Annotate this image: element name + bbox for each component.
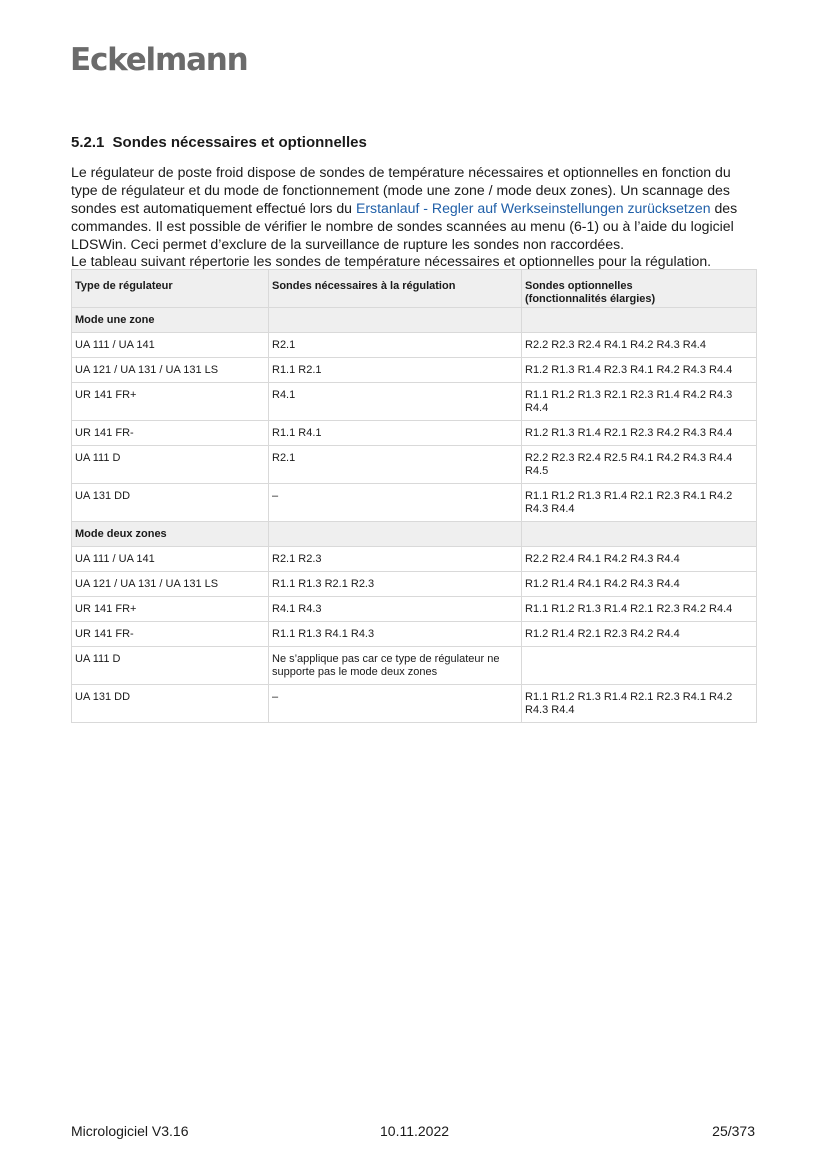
section-row-two-zones	[72, 522, 757, 547]
intro-text-after: des commandes. Il est possible de vérifier le nombre de sondes scannées au menu (6-1) ou à l’aide du logiciel LDSWin. Ceci permet d’exclure de la surveillance de rupture les sondes non raccordées.	[71, 200, 738, 252]
header-optional-sensors	[522, 270, 757, 308]
section-heading	[71, 134, 367, 151]
cell-controller-type: UA 111 D	[72, 446, 269, 484]
cell-optional-sensors: R1.1 R1.2 R1.3 R2.1 R2.3 R1.4 R4.2 R4.3 R4.4	[522, 383, 757, 421]
table-row	[72, 484, 757, 522]
cell-optional-sensors	[522, 647, 757, 685]
factory-reset-link[interactable]: Erstanlauf - Regler auf Werkseinstellungen zurücksetzen	[355, 200, 711, 216]
brand-logo: Eckelmann	[70, 42, 248, 78]
footer-firmware-version: Micrologiciel V3.16	[71, 1123, 189, 1139]
cell-required-sensors: –	[269, 484, 522, 522]
cell-optional-sensors: R1.1 R1.2 R1.3 R1.4 R2.1 R2.3 R4.1 R4.2 R4.3 R4.4	[522, 685, 757, 723]
section-empty-cell	[522, 522, 757, 547]
header-required-sensors: Sondes nécessaires à la régulation	[269, 270, 522, 308]
cell-optional-sensors: R1.1 R1.2 R1.3 R1.4 R2.1 R2.3 R4.2 R4.4	[522, 597, 757, 622]
cell-controller-type: UA 111 / UA 141	[72, 333, 269, 358]
table-intro: Le tableau suivant répertorie les sondes de température nécessaires et optionnelles pour la régulation.	[71, 253, 712, 269]
intro-text-before: Le régulateur de poste froid dispose de sondes de température nécessaires et optionnelles en fonction du type de régulateur et du mode de fonctionnement (mode une zone / mode deux zones). Un scannage des sondes est automatiquement effectué lors du	[71, 164, 731, 216]
section-empty-cell	[269, 522, 522, 547]
header-optional-note: (fonctionnalités élargies)	[525, 293, 656, 305]
table-row	[72, 547, 757, 572]
cell-controller-type: UA 121 / UA 131 / UA 131 LS	[72, 572, 269, 597]
cell-optional-sensors: R1.1 R1.2 R1.3 R1.4 R2.1 R2.3 R4.1 R4.2 R4.3 R4.4	[522, 484, 757, 522]
table-row	[72, 358, 757, 383]
table-row	[72, 622, 757, 647]
section-title-one-zone: Mode une zone	[72, 308, 269, 333]
cell-optional-sensors: R1.2 R1.4 R4.1 R4.2 R4.3 R4.4	[522, 572, 757, 597]
table-row	[72, 446, 757, 484]
cell-controller-type: UR 141 FR+	[72, 383, 269, 421]
cell-controller-type: UA 121 / UA 131 / UA 131 LS	[72, 358, 269, 383]
sensor-table	[71, 269, 757, 723]
cell-required-sensors: R4.1	[269, 383, 522, 421]
section-title-two-zones: Mode deux zones	[72, 522, 269, 547]
cell-required-sensors: R2.1	[269, 446, 522, 484]
table-row	[72, 597, 757, 622]
cell-required-sensors: R1.1 R1.3 R2.1 R2.3	[269, 572, 522, 597]
section-title: Sondes nécessaires et optionnelles	[112, 134, 367, 151]
cell-required-sensors: R1.1 R1.3 R4.1 R4.3	[269, 622, 522, 647]
section-empty-cell	[269, 308, 522, 333]
cell-controller-type: UA 131 DD	[72, 484, 269, 522]
cell-optional-sensors: R1.2 R1.4 R2.1 R2.3 R4.2 R4.4	[522, 622, 757, 647]
cell-optional-sensors: R2.2 R2.4 R4.1 R4.2 R4.3 R4.4	[522, 547, 757, 572]
table-row	[72, 685, 757, 723]
cell-optional-sensors: R1.2 R1.3 R1.4 R2.3 R4.1 R4.2 R4.3 R4.4	[522, 358, 757, 383]
cell-required-sensors: R2.1 R2.3	[269, 547, 522, 572]
cell-optional-sensors: R1.2 R1.3 R1.4 R2.1 R2.3 R4.2 R4.3 R4.4	[522, 421, 757, 446]
cell-controller-type: UR 141 FR+	[72, 597, 269, 622]
section-number: 5.2.1	[71, 134, 105, 151]
table-row	[72, 647, 757, 685]
table-header-row	[72, 270, 757, 308]
footer-page-number: 25/373	[712, 1123, 755, 1139]
cell-optional-sensors: R2.2 R2.3 R2.4 R2.5 R4.1 R4.2 R4.3 R4.4 R4.5	[522, 446, 757, 484]
table-row	[72, 421, 757, 446]
cell-required-sensors: –	[269, 685, 522, 723]
cell-required-sensors: R1.1 R2.1	[269, 358, 522, 383]
cell-optional-sensors: R2.2 R2.3 R2.4 R4.1 R4.2 R4.3 R4.4	[522, 333, 757, 358]
intro-paragraph	[71, 163, 761, 253]
footer-date: 10.11.2022	[380, 1123, 450, 1139]
header-controller-type: Type de régulateur	[72, 270, 269, 308]
section-empty-cell	[522, 308, 757, 333]
cell-required-sensors: R1.1 R4.1	[269, 421, 522, 446]
cell-required-sensors: R2.1	[269, 333, 522, 358]
table-row	[72, 572, 757, 597]
cell-controller-type: UR 141 FR-	[72, 421, 269, 446]
cell-controller-type: UA 111 D	[72, 647, 269, 685]
cell-required-sensors: Ne s’applique pas car ce type de régulateur ne supporte pas le mode deux zones	[269, 647, 522, 685]
cell-controller-type: UR 141 FR-	[72, 622, 269, 647]
table-row	[72, 333, 757, 358]
cell-required-sensors: R4.1 R4.3	[269, 597, 522, 622]
cell-controller-type: UA 131 DD	[72, 685, 269, 723]
section-row-one-zone	[72, 308, 757, 333]
cell-controller-type: UA 111 / UA 141	[72, 547, 269, 572]
header-optional-label: Sondes optionnelles	[525, 280, 633, 292]
table-row	[72, 383, 757, 421]
